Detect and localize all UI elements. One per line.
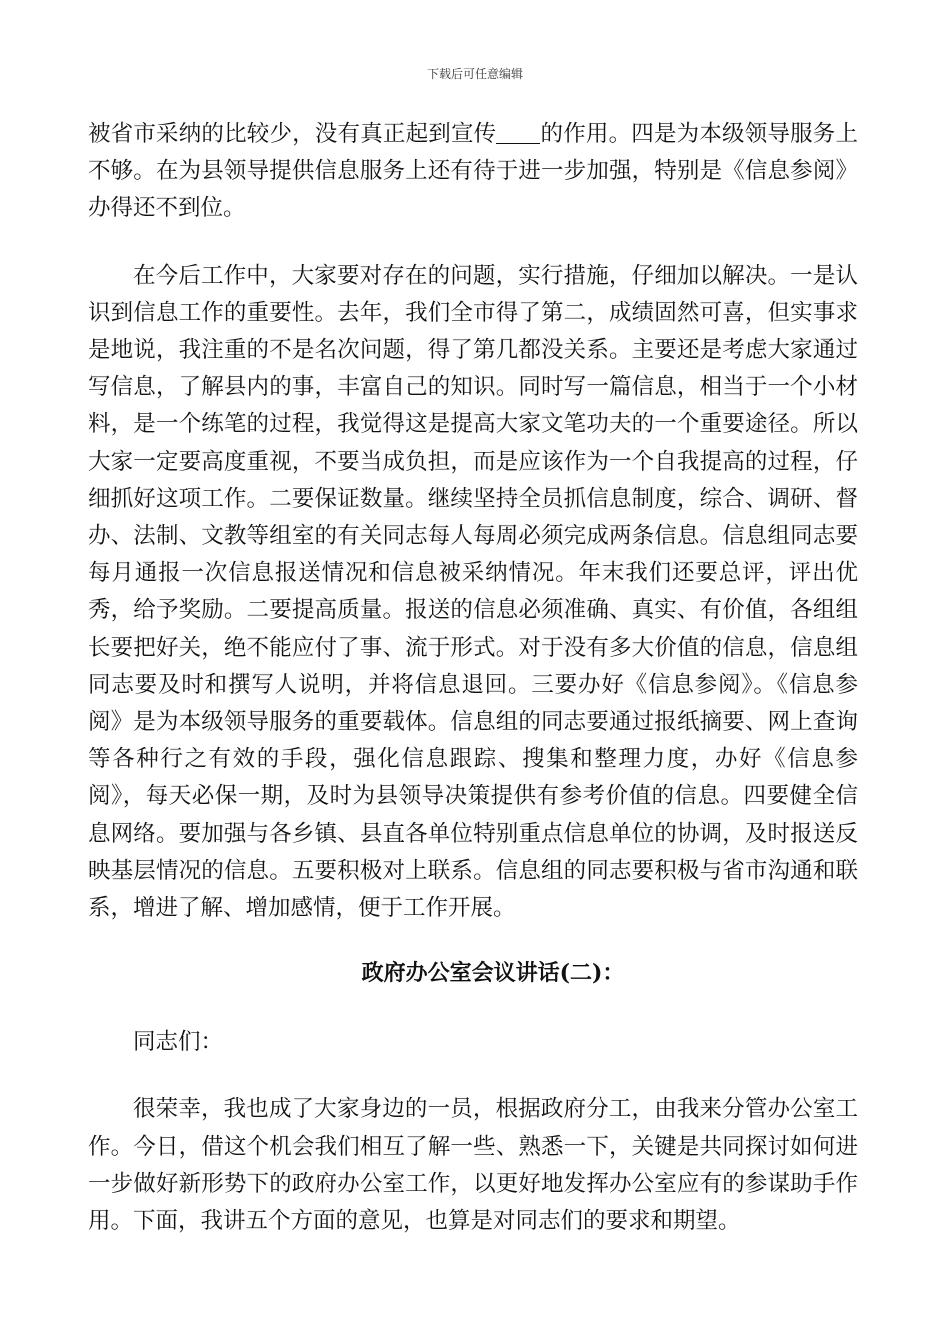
section-heading: 政府办公室会议讲话(二)：	[361, 960, 625, 987]
paragraph-work-plan: 在今后工作中，大家要对存在的问题，实行措施，仔细加以解决。一是认识到信息工作的重要性。去年，我们全市得了第二，成绩固然可喜，但实事求是地说，我注重的不是名次问题，得了第几都没关系。主要还是考虑大家通过写信息，了解县内的事，丰富自己的知识。同时写一篇信息，相当于一个小材料，是一个练笔的过程，我觉得这是提高大家文笔功夫的一个重要途径。所以大家一定要高度重视，不要当成负担，而是应该作为一个自我提高的过程，仔细抓好这项工作。二要保证数量。继续坚持全员抓信息制度，综合、调研、督办、法制、文教等组室的有关同志每人每周必须完成两条信息。信息组同志要每月通报一次信息报送情况和信息被采纳情况。年末我们还要总评，评出优秀，给予奖励。二要提高质量。报送的信息必须准确、真实、有价值，各组组长要把好关，绝不能应付了事、流于形式。对于没有多大价值的信息，信息组同志要及时和撰写人说明，并将信息退回。三要办好《信息参阅》。《信息参阅》是为本级领导服务的重要载体。信息组的同志要通过报纸摘要、网上查询等各种行之有效的手段，强化信息跟踪、搜集和整理力度，办好《信息参阅》，每天必保一期，及时为县领导决策提供有参考价值的信息。四要健全信息网络。要加强与各乡镇、县直各单位特别重点信息单位的协调，及时报送反映基层情况的信息。五要积极对上联系。信息组的同志要积极与省市沟通和联系，增进了解、增加感情，便于工作开展。	[88, 262, 858, 922]
salutation: 同志们：	[133, 1029, 224, 1056]
document-body	[88, 116, 858, 1240]
paragraph-text-before-blank: 被省市采纳的比较少，没有真正起到宣传	[88, 121, 497, 147]
fill-in-blank	[496, 121, 540, 144]
header-note: 下载后可任意编辑	[426, 67, 523, 81]
paragraph-continuation	[88, 116, 858, 228]
paragraph-speech-intro: 很荣幸，我也成了大家身边的一员，根据政府分工，由我来分管办公室工作。今日，借这个机会我们相互了解一些、熟悉一下，关键是共同探讨如何进一步做好新形势下的政府办公室工作，以更好地发挥办公室应有的参谋助手作用。下面，我讲五个方面的意见，也算是对同志们的要求和期望。	[88, 1096, 858, 1235]
paragraph-text-after-blank: 的作用。四是为本级领导服务上不够。在为县领导提供信息服务上还有待于进一步加强，特别是《信息参阅》办得还不到位。	[88, 121, 858, 222]
